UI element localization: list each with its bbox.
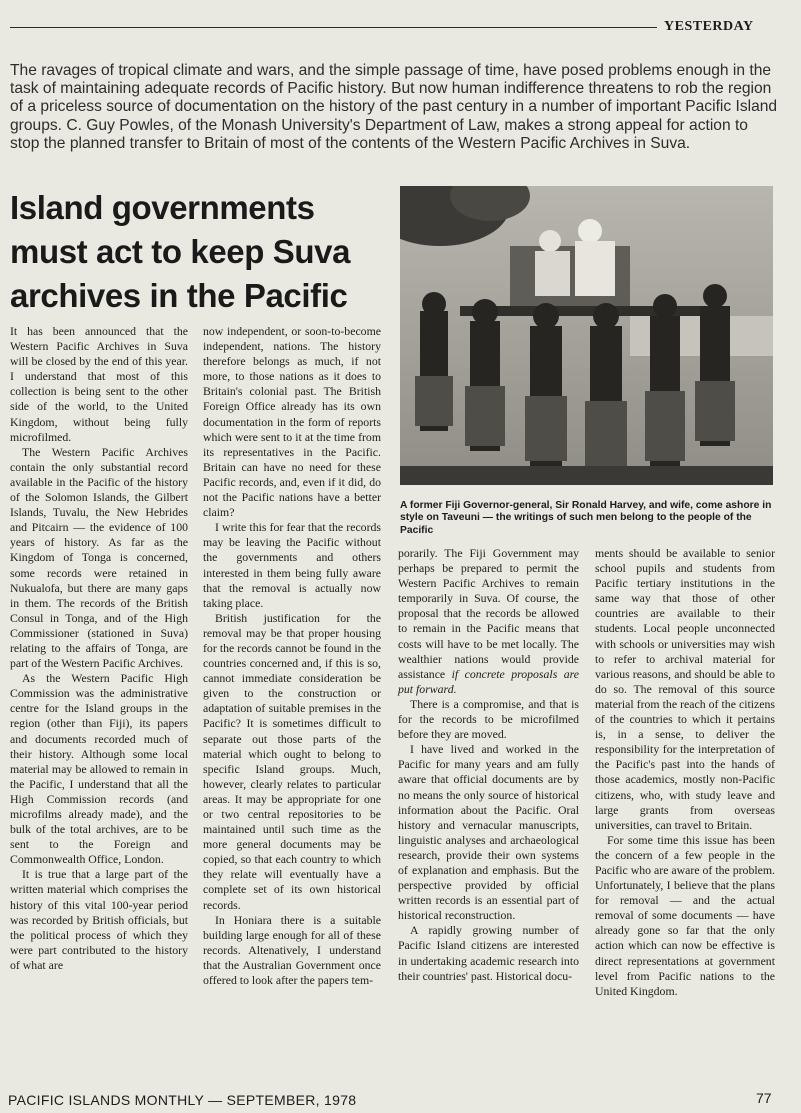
article-column-4: [595, 546, 775, 999]
paragraph: [398, 546, 579, 697]
paragraph-italic-text: if concrete proposals are put forward.: [398, 666, 580, 696]
paragraph: now independent, or soon-to-become independent, nations. The history therefore belongs as much, if not more, to those nations as it does to Britain's colonial past. The British Foreign Office already has its own documentation in the form of reports which were sent to it at the time from its representatives in the Pacific. Britain can have no need for these Pacific records, and, even if it did, do not the Pacific nations have a better claim?: [203, 324, 381, 520]
photo-caption: A former Fiji Governor-general, Sir Ronald Harvey, and wife, come ashore in style on Taveuni — the writings of such men belong to the people of the Pacific: [400, 500, 772, 536]
article-column-3: [398, 546, 579, 984]
paragraph: I have lived and worked in the Pacific for many years and am fully aware that official documents are by no means the only source of historical information about the Pacific. Oral history and vernacular manuscripts, linguistic analyses and archaeological research, provide their own systems of explanation and emphasis. But the perspective provided by official written records is an essential part of historical reconstruction.: [398, 742, 579, 923]
headline: Island governments must act to keep Suva archives in the Pacific: [10, 189, 351, 314]
photo: [400, 186, 773, 485]
paragraph-text: porarily. The Fiji Government may perhaps be prepared to permit the Western Pacific Archives to remain temporarily in Suva. Of course, the proposal that the records be allowed to remain in the Pacific means that costs will have to be met locally. The wealthier nations would provide assistance: [398, 546, 579, 681]
paragraph: A rapidly growing number of Pacific Island citizens are interested in undertaking academic research into their countries' past. Historical docu-: [398, 923, 579, 983]
page-number: 77: [756, 1090, 772, 1106]
standfirst: The ravages of tropical climate and wars, and the simple passage of time, have posed problems enough in the task of maintaining adequate records of Pacific history. But now human indifference threatens to rob the region of a priceless source of documentation on the history of the past century in a number of important Pacific Island groups. C. Guy Powles, of the Monash University's Department of Law, makes a strong appeal for action to stop the planned transfer to Britain of most of the contents of the Western Pacific Archives in Suva.: [10, 62, 778, 152]
paragraph: In Honiara there is a suitable building large enough for all of these records. Altenatively, I understand that the Australian Government once offered to look after the papers tem-: [203, 912, 381, 988]
article-column-1: [10, 324, 188, 973]
article-column-2: [203, 324, 381, 988]
section-label: YESTERDAY: [664, 19, 754, 34]
paragraph: ments should be available to senior school pupils and students from Pacific tertiary institutions in the same way that those of other countries are available to their students. Local people unconnected with schools or universities may wish to refer to archival material for various reasons, and should be able to do so. The removal of this source material from the reach of the citizens of the countries to which it pertains is, in a sense, to deliver the responsibility for the interpretation of the Pacific's past into the hands of those academics, mostly non-Pacific citizens, who, with study leave and large grants from overseas universities, can travel to Britain.: [595, 546, 775, 832]
header-rule: [10, 27, 657, 28]
paragraph: As the Western Pacific High Commission was the administrative centre for the Island groups in the region (other than Fiji), its papers and documents recorded much of their history. Although some local material may be allowed to remain in the Pacific, I understand that all the High Commission records (and microfilms already made), and the bulk of the total archives, are to be sent to the Foreign and Commonwealth Office, London.: [10, 671, 188, 867]
paragraph: There is a compromise, and that is for the records to be microfilmed before they are moved.: [398, 696, 579, 742]
paragraph: It is true that a large part of the written material which comprises the history of this vital 100-year period was recorded by British officials, but the political process of which they were part contributed to the history of what are: [10, 867, 188, 972]
paragraph: I write this for fear that the records may be leaving the Pacific without the governments and others interested in them being fully aware that the removal is actually now taking place.: [203, 520, 381, 610]
photo-illustration: [400, 186, 773, 485]
paragraph: For some time this issue has been the concern of a few people in the Pacific who are aware of the problem. Unfortunately, I believe that the plans for removal — and the actual removal of some documents — have already gone so far that the only action which can now be effective is direct representations at government level from Pacific nations to the United Kingdom.: [595, 832, 775, 998]
paragraph: It has been announced that the Western Pacific Archives in Suva will be closed by the end of this year. I understand that most of this collection is being sent to the other side of the world, to the United Kingdom, without being fully microfilmed.: [10, 324, 188, 444]
paragraph: The Western Pacific Archives contain the only substantial record available in the Pacific of the history of the Solomon Islands, the Gilbert Islands, Tuvalu, the New Hebrides and Pitcairn — the evidence of 100 years of history. As far as the Kingdom of Tonga is concerned, some records were retained in Nukualofa, but there are many gaps in them. The records of the British Consul in Tonga, and of the High Commissioner (stationed in Suva) relating to the affairs of Tonga, are part of the Western Pacific Archives.: [10, 444, 188, 671]
publication-footer: PACIFIC ISLANDS MONTHLY — SEPTEMBER, 1978: [8, 1092, 357, 1108]
paragraph: British justification for the removal may be that proper housing for the records cannot be found in the countries concerned and, if this is so, cannot immediate consideration be given to the construction or adaptation of suitable premises in the Pacific? It is sometimes difficult to separate out those parts of the material which ought to belong to specific Island groups. Much, however, clearly relates to particular areas. It may be appropriate for one or two central repositories to be maintained until such time as the more general documents may be copied, so that each country to which they relate will eventually have a complete set of its own historical records.: [203, 610, 381, 912]
